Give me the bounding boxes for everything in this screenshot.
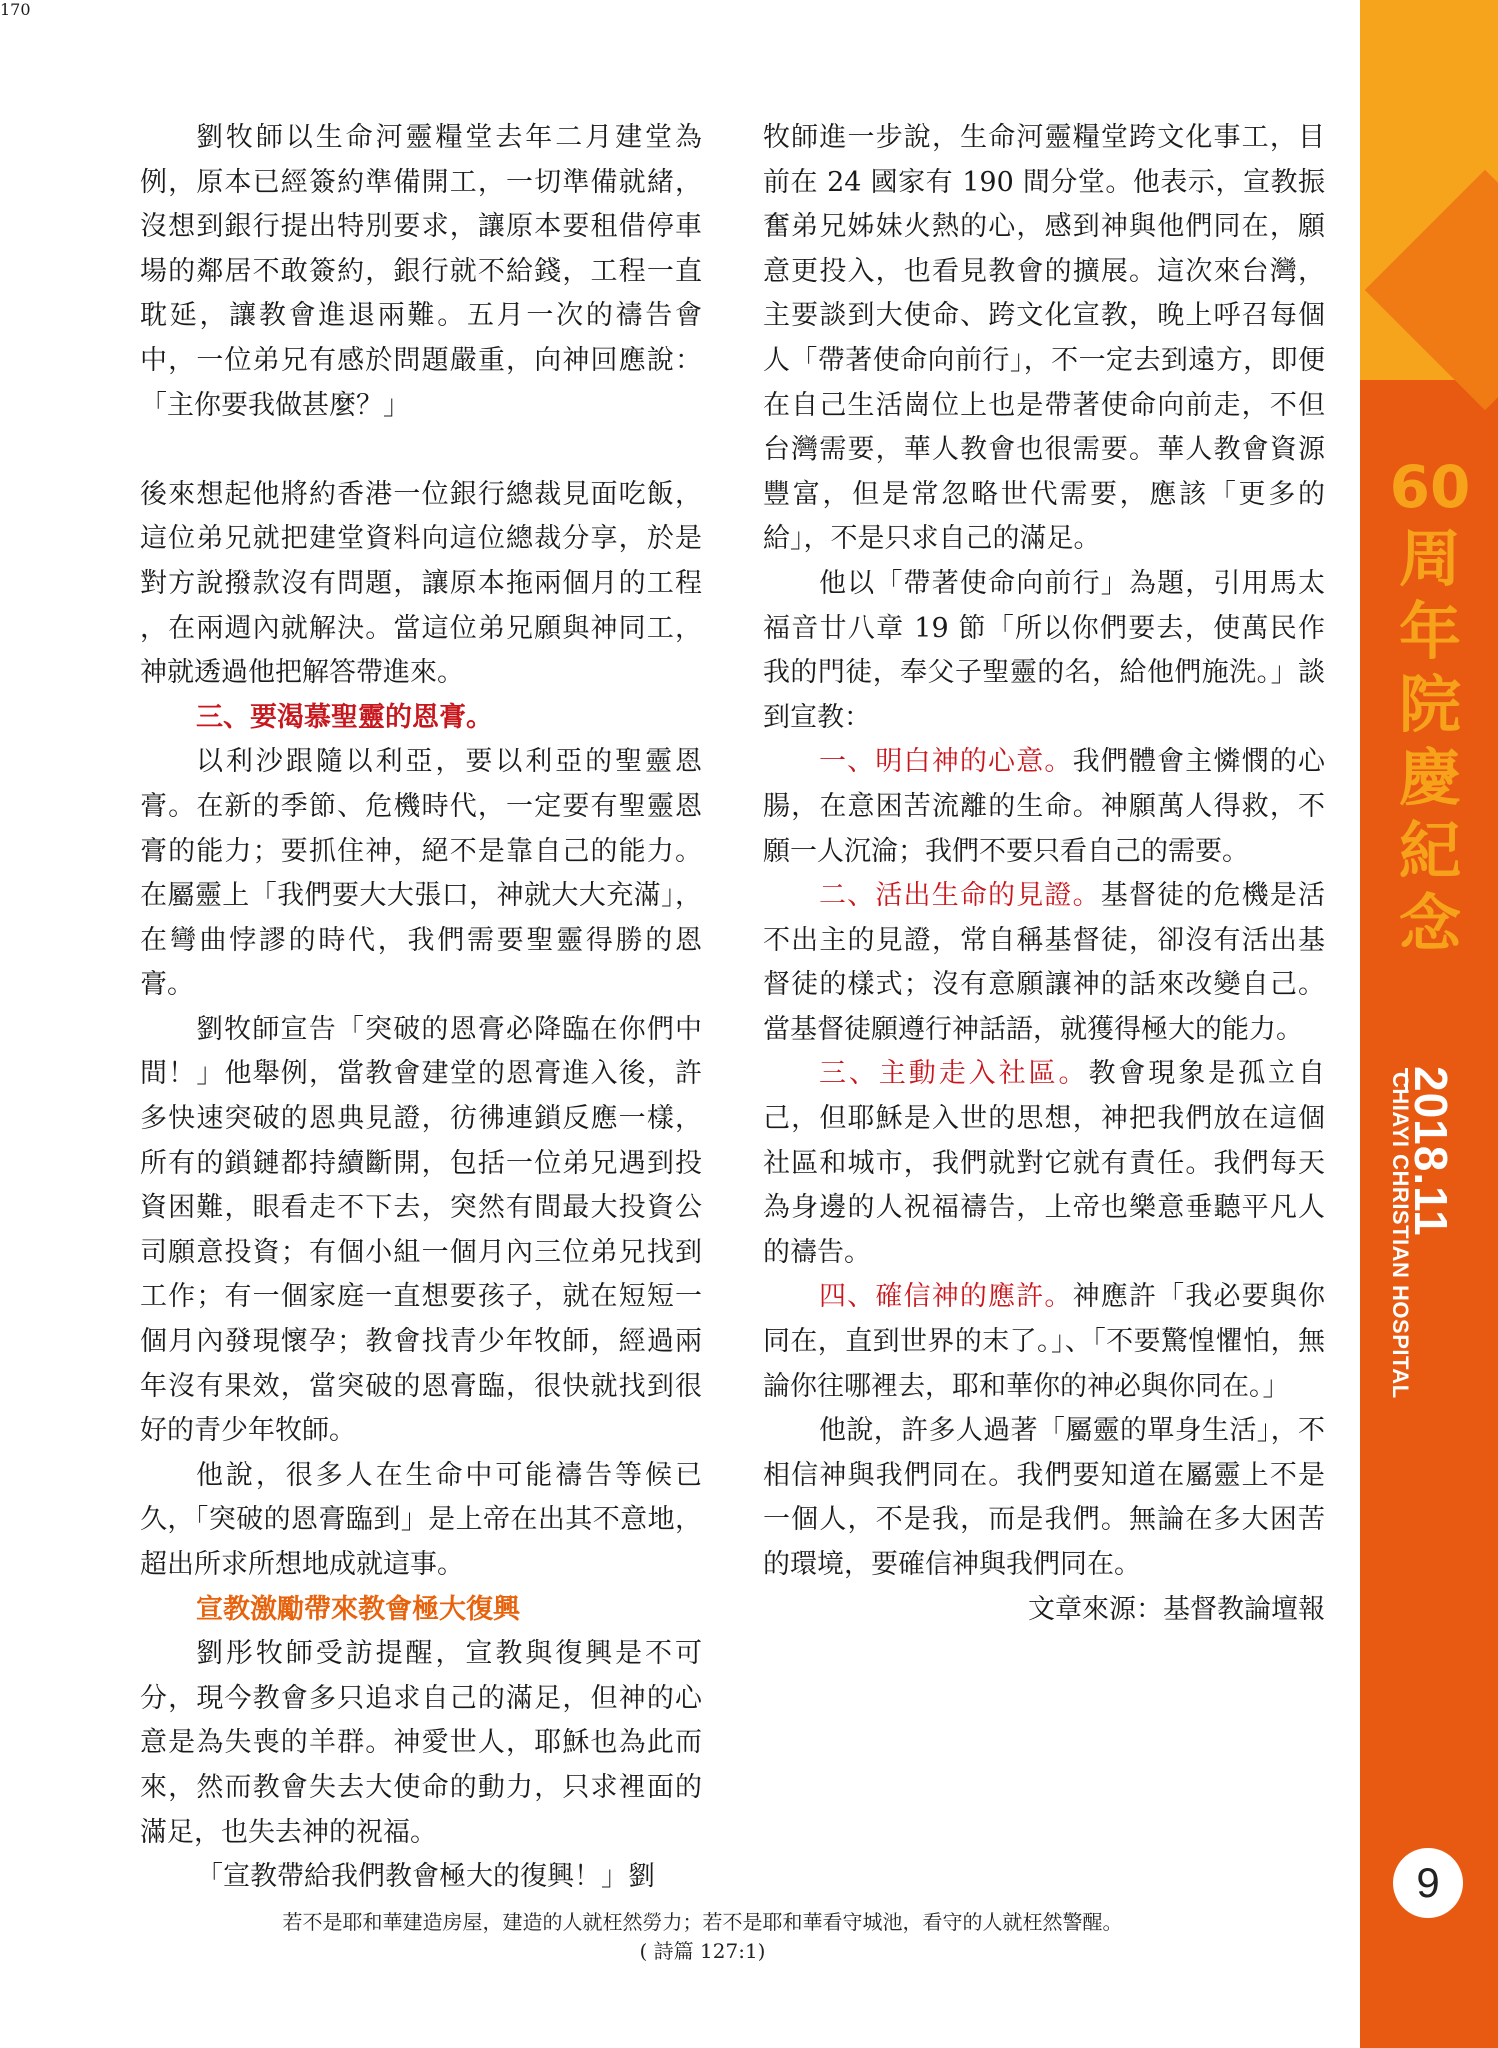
point-body: 基督徒的危機是活不出主的見證，常自稱基督徒，卻沒有活出基督徒的樣式；沒有意願讓神的話來改變自己。當基督徒願遵行神話語，就獲得極大的能力。 <box>763 880 1326 1045</box>
point-paragraph <box>763 740 1325 874</box>
page-number: 9 <box>1393 1848 1463 1918</box>
issue-date: 2018.11 <box>1405 1066 1457 1237</box>
anniversary-char: 紀 <box>1398 814 1461 887</box>
paragraph: 以利沙跟隨以利亞，要以利亞的聖靈恩膏。在新的季節、危機時代，一定要有聖靈恩膏的能力；要抓住神，絕不是靠自己的能力。在屬靈上「我們要大大張口，神就大大充滿」，在彎曲悖謬的時代，我們需要聖靈得勝的恩膏。 <box>140 746 702 1001</box>
paragraph: 劉彤牧師受訪提醒，宣教與復興是不可分，現今教會多只追求自己的滿足，但神的心意是為失喪的羊群。神愛世人，耶穌也為此而來，然而教會失去大使命的動力，只求裡面的滿足，也失去神的祝福。 <box>140 1638 702 1848</box>
anniversary-char: 年 <box>1398 595 1461 668</box>
left-column <box>140 116 702 1900</box>
point-heading: 四、確信神的應許。 <box>819 1281 1073 1313</box>
point-heading: 二、活出生命的見證。 <box>819 880 1101 912</box>
footer-verse <box>140 1908 1265 1966</box>
point-paragraph <box>763 1052 1325 1275</box>
paragraph: 他以「帶著使命向前行」為題，引用馬太福音廿八章 19 節「所以你們要去，使萬民作我的門徒，奉父子聖靈的名，給他們施洗。」談到宣教： <box>763 567 1325 733</box>
point-body: 神應許「我必要與你同在，直到世界的末了。」、「不要驚惶懼怕，無論你往哪裡去，耶和華你的神必與你同在。」 <box>763 1281 1326 1402</box>
anniversary-char: 念 <box>1398 887 1461 960</box>
sidebar <box>1360 0 1498 2048</box>
anniversary-badge-number: 170 <box>0 0 31 19</box>
point-heading: 三、主動走入社區。 <box>819 1058 1089 1090</box>
paragraph: 劉牧師以生命河靈糧堂去年二月建堂為例，原本已經簽約準備開工，一切準備就緒，沒想到銀行提出特別要求，讓原本要租借停車場的鄰居不敢簽約，銀行就不給錢，工程一直耽延，讓教會進退兩難。五月一次的禱告會中，一位弟兄有感於問題嚴重，向神回應說：「主你要我做甚麼？」 <box>140 122 702 421</box>
paragraph: 他說，很多人在生命中可能禱告等候已久，「突破的恩膏臨到」是上帝在出其不意地，超出所求所想地成就這事。 <box>140 1459 702 1580</box>
anniversary-char: 周 <box>1398 522 1461 595</box>
section-heading: 宣教激勵帶來教會極大復興 <box>196 1593 520 1625</box>
hospital-name: CHIAYI CHRISTIAN HOSPITAL <box>1388 1072 1413 1399</box>
anniversary-char: 院 <box>1398 668 1461 741</box>
anniversary-title <box>1388 452 1472 960</box>
point-body: 我們體會主憐憫的心腸，在意困苦流離的生命。神願萬人得救，不願一人沉淪；我們不要只看自己的需要。 <box>763 746 1326 867</box>
paragraph: 後來想起他將約香港一位銀行總裁見面吃飯，這位弟兄就把建堂資料向這位總裁分享，於是對方說撥款沒有問題，讓原本拖兩個月的工程 ，在兩週內就解決。當這位弟兄願與神同工，神就透過他把解答帶進來。 <box>140 478 702 689</box>
paragraph: 牧師進一步說，生命河靈糧堂跨文化事工，目前在 24 國家有 190 間分堂。他表示，宣教振奮弟兄姊妹火熱的心，感到神與他們同在，願意更投入，也看見教會的擴展。這次來台灣，主要談到大使命、跨文化宣教，晚上呼召每個人「帶著使命向前行」，不一定去到遠方，即便在自己生活崗位上也是帶著使命向前走，不但台灣需要，華人教會也很需要。華人教會資源豐富，但是常忽略世代需要，應該「更多的給」，不是只求自己的滿足。 <box>763 122 1325 555</box>
paragraph: 「宣教帶給我們教會極大的復興！」劉 <box>196 1861 655 1893</box>
paragraph: 劉牧師宣告「突破的恩膏必降臨在你們中間！」他舉例，當教會建堂的恩膏進入後，許多快速突破的恩典見證，彷彿連鎖反應一樣，所有的鎖鏈都持續斷開，包括一位弟兄遇到投資困難，眼看走不下去，突然有間最大投資公司願意投資；有個小組一個月內三位弟兄找到工作；有一個家庭一直想要孩子，就在短短一個月內發現懷孕；教會找青少年牧師，經過兩年沒有果效，當突破的恩膏臨，很快就找到很好的青少年牧師。 <box>140 1013 702 1447</box>
paragraph: 他說，許多人過著「屬靈的單身生活」，不相信神與我們同在。我們要知道在屬靈上不是一個人，不是我，而是我們。無論在多大困苦的環境，要確信神與我們同在。 <box>763 1415 1325 1580</box>
article-source: 文章來源：基督教論壇報 <box>1028 1593 1325 1625</box>
point-paragraph <box>763 874 1325 1052</box>
paragraph-gap <box>140 428 702 473</box>
verse-text: 若不是耶和華建造房屋，建造的人就枉然勞力；若不是耶和華看守城池，看守的人就枉然警醒。 <box>282 1910 1123 1934</box>
verse-reference: ( 詩篇 127:1) <box>639 1939 766 1963</box>
point-heading: 一、明白神的心意。 <box>819 746 1073 778</box>
point-body: 教會現象是孤立自己，但耶穌是入世的思想，神把我們放在這個社區和城市，我們就對它就有責任。我們每天為身邊的人祝福禱告，上帝也樂意垂聽平凡人的禱告。 <box>763 1058 1325 1268</box>
anniversary-char: 慶 <box>1398 741 1461 814</box>
section-heading: 三、要渴慕聖靈的恩膏。 <box>196 701 493 733</box>
right-column <box>763 116 1325 1632</box>
point-paragraph <box>763 1275 1325 1409</box>
anniversary-char: 60 <box>1389 453 1471 521</box>
